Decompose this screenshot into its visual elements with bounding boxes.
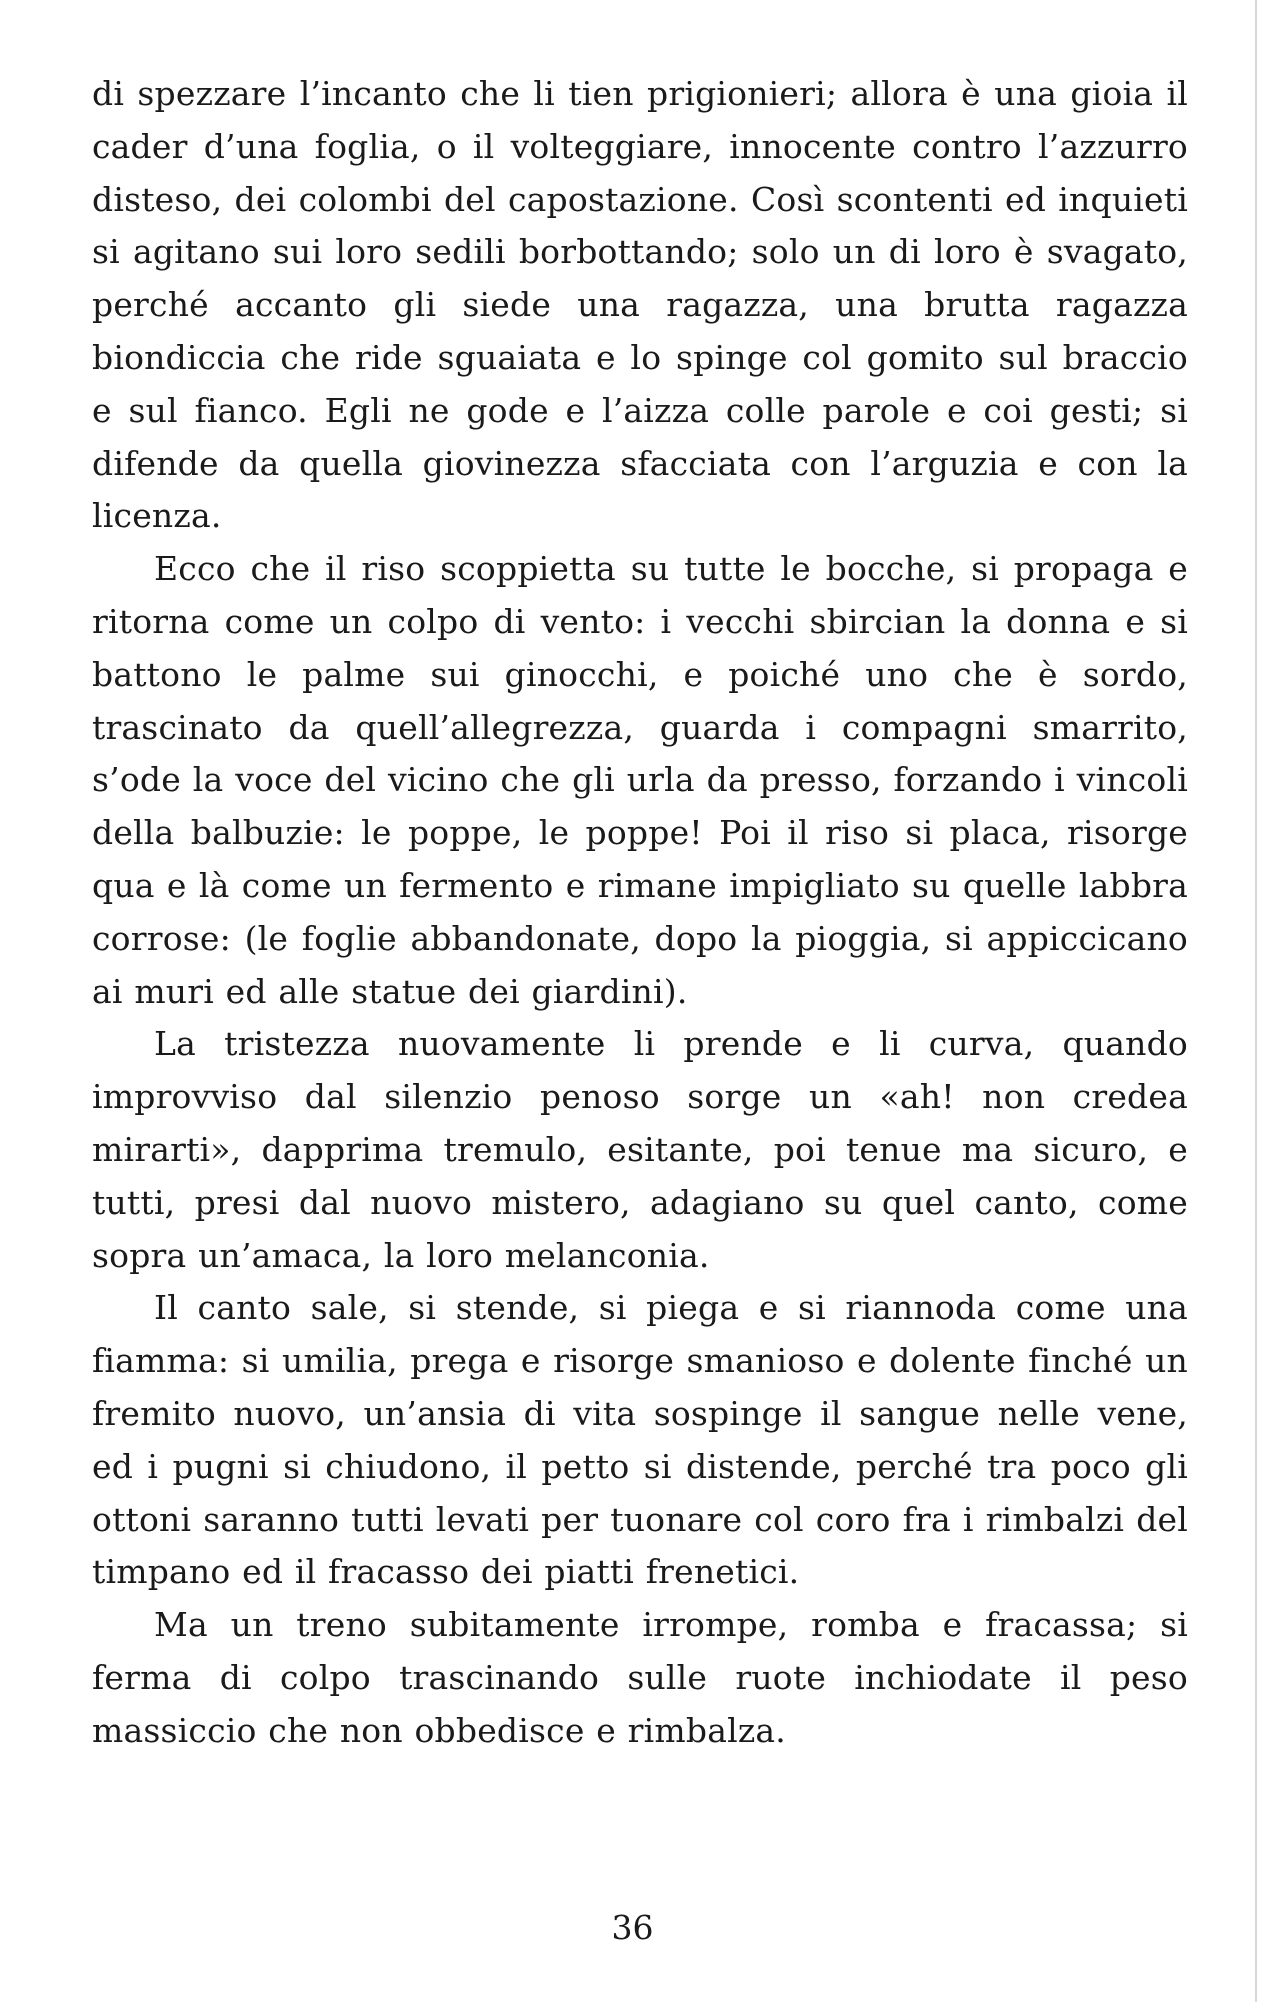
paragraph-3: La tristezza nuovamente li prende e li curva, quando improvviso dal silenzio penoso sorge un «ah! non credea mirarti», dapprima tremulo, esitante, poi tenue ma sicuro, e tutti, presi dal nuovo mistero, adagiano su quel canto, come sopra un’amaca, la loro melanconia. [92, 1024, 1188, 1275]
paragraph-5: Ma un treno subitamente irrompe, romba e fracassa; si ferma di colpo trascinando sulle ruote inchiodate il peso massiccio che non obbedisce e rimbalza. [92, 1605, 1188, 1750]
page-edge-line [1255, 0, 1257, 2002]
paragraph-2: Ecco che il riso scoppietta su tutte le bocche, si propaga e ritorna come un colpo di vento: i vecchi sbircian la donna e si battono le palme sui ginocchi, e poiché uno che è sordo, trascinato da quell’allegrezza, guarda i compagni smarrito, s’ode la voce del vicino che gli urla da presso, forzando i vincoli della balbuzie: le poppe, le poppe! Poi il riso si placa, risorge qua e là come un fermento e rimane impigliato su quelle labbra corrose: (le foglie abbandonate, dopo la pioggia, si appiccicano ai muri ed alle statue dei giardini). [92, 549, 1188, 1011]
paragraph-4: Il canto sale, si stende, si piega e si riannoda come una fiamma: si umilia, prega e risorge smanioso e dolente finché un fremito nuovo, un’ansia di vita sospinge il sangue nelle vene, ed i pugni si chiudono, il petto si distende, perché tra poco gli ottoni saranno tutti levati per tuonare col coro fra i rimbalzi del timpano ed il fracasso dei piatti frenetici. [92, 1288, 1188, 1592]
body-text [92, 68, 1188, 1758]
paragraph-1: di spezzare l’incanto che li tien prigionieri; allora è una gioia il cader d’una foglia, o il volteggiare, innocente contro l’azzurro disteso, dei colombi del capostazione. Così scontenti ed inquieti si agitano sui loro sedili borbottando; solo un di loro è svagato, perché accanto gli siede una ragazza, una brutta ragazza biondiccia che ride sguaiata e lo spinge col gomito sul braccio e sul fianco. Egli ne gode e l’aizza colle parole e coi gesti; si difende da quella giovinezza sfacciata con l’arguzia e con la licenza. [92, 74, 1188, 536]
page-number: 36 [611, 1908, 654, 1947]
